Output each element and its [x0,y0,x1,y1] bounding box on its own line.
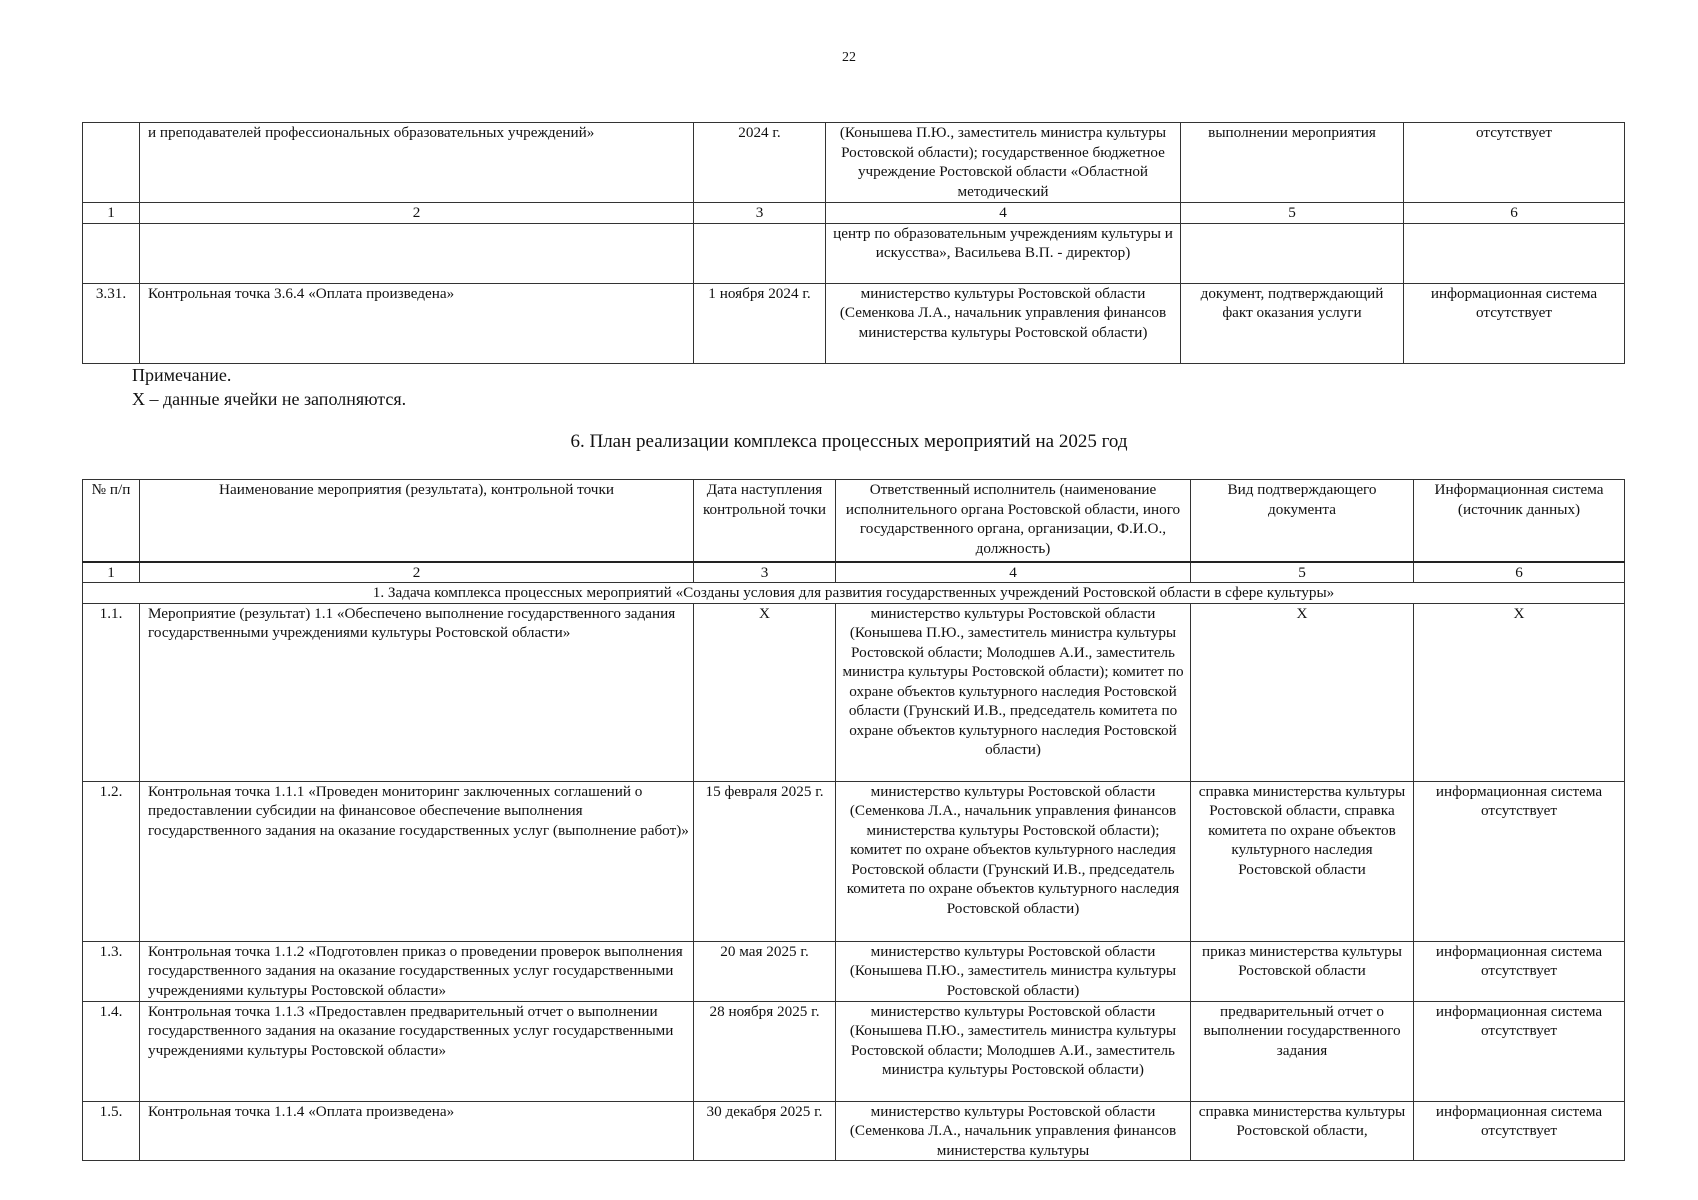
cell-num: 3.31. [83,283,140,363]
section-title: 6. План реализации комплекса процессных мероприятий на 2025 год [570,431,1128,452]
cell-doc: справка министерства культуры Ростовской области, [1191,1101,1414,1161]
header-name: Наименование мероприятия (результата), контрольной точки [140,480,694,562]
cell-executor: министерство культуры Ростовской области (Конышева П.Ю., заместитель министра культуры Ростовской области; Молодшев А.И., заместитель министра культуры Ростовской области) [836,1001,1191,1101]
note-text: Х – данные ячейки не заполняются. [132,389,407,409]
cell-num: 1.5. [83,1101,140,1161]
header-doc: Вид подтверждающего документа [1191,480,1414,562]
cell-name: и преподавателей профессиональных образовательных учреждений» [140,123,694,203]
cell-name: Контрольная точка 3.6.4 «Оплата произведена» [140,283,694,363]
cell-doc: приказ министерства культуры Ростовской области [1191,941,1414,1001]
cell-executor: министерство культуры Ростовской области (Семенкова Л.А., начальник управления финансов министерства культуры Ростовской области) [826,283,1181,363]
cell-date: 2024 г. [694,123,826,203]
cell-date: 15 февраля 2025 г. [694,781,836,941]
cell-date: Х [694,603,836,781]
cell-num: 1.2. [83,781,140,941]
cell-executor: министерство культуры Ростовской области (Семенкова Л.А., начальник управления финансов министерства культуры [836,1101,1191,1161]
col-number: 4 [836,562,1191,583]
section-row-text: 1. Задача комплекса процессных мероприятий «Созданы условия для развития государственных учреждений Ростовской области в сфере культуры» [83,583,1625,604]
cell-doc: документ, подтверждающий факт оказания услуги [1181,283,1404,363]
cell-system: информационная система отсутствует [1414,781,1625,941]
cell-executor: (Конышева П.Ю., заместитель министра культуры Ростовской области); государственное бюджетное учреждение Ростовской области «Областной методический [826,123,1181,203]
plan-table [82,479,1625,1161]
table-row [83,1101,1625,1161]
header-num: № п/п [83,480,140,562]
table-row [83,603,1625,781]
cell-num [83,223,140,283]
header-date: Дата наступления контрольной точки [694,480,836,562]
cell-system: информационная система отсутствует [1414,941,1625,1001]
cell-executor: министерство культуры Ростовской области (Конышева П.Ю., заместитель министра культуры Ростовской области; Молодшев А.И., заместитель министра культуры Ростовской области); комитет по охране объектов культурного наследия Ростовской области (Грунский И.В., председатель комитета по охране объектов культурного наследия Ростовской области) [836,603,1191,781]
cell-system: отсутствует [1404,123,1625,203]
cell-name: Контрольная точка 1.1.2 «Подготовлен приказ о проведении проверок выполнения государственного задания на оказание государственных услуг государственными учреждениями культуры Ростовской области» [140,941,694,1001]
table-row [83,1001,1625,1101]
col-number: 6 [1404,203,1625,224]
cell-system: информационная система отсутствует [1414,1001,1625,1101]
cell-date: 20 мая 2025 г. [694,941,836,1001]
cell-date: 1 ноября 2024 г. [694,283,826,363]
cell-num [83,123,140,203]
column-number-row [83,562,1625,583]
cell-name: Мероприятие (результат) 1.1 «Обеспечено выполнение государственного задания государственными учреждениями культуры Ростовской области» [140,603,694,781]
cell-doc: Х [1191,603,1414,781]
table-row [83,223,1625,283]
cell-name [140,223,694,283]
cell-executor: министерство культуры Ростовской области (Семенкова Л.А., начальник управления финансов министерства культуры Ростовской области); комитет по охране объектов культурного наследия Ростовской области (Грунский И.В., председатель комитета по охране объектов культурного наследия Ростовской области) [836,781,1191,941]
col-number: 5 [1181,203,1404,224]
table-row [83,781,1625,941]
header-system: Информационная система (источник данных) [1414,480,1625,562]
cell-name: Контрольная точка 1.1.4 «Оплата произведена» [140,1101,694,1161]
cell-num: 1.3. [83,941,140,1001]
col-number: 6 [1414,562,1625,583]
cell-date: 30 декабря 2025 г. [694,1101,836,1161]
note-title: Примечание. [132,365,232,385]
header-executor: Ответственный исполнитель (наименование исполнительного органа Ростовской области, иного государственного органа, организации, Ф.И.О., должность) [836,480,1191,562]
column-number-row [83,203,1625,224]
table-continuation [82,122,1625,364]
cell-executor: центр по образовательным учреждениям культуры и искусства», Васильева В.П. - директор) [826,223,1181,283]
table-row [83,123,1625,203]
note [132,363,406,411]
cell-num: 1.1. [83,603,140,781]
col-number: 3 [694,562,836,583]
col-number: 2 [140,203,694,224]
table-row [83,283,1625,363]
col-number: 3 [694,203,826,224]
col-number: 1 [83,203,140,224]
col-number: 4 [826,203,1181,224]
col-number: 1 [83,562,140,583]
cell-date [694,223,826,283]
cell-doc: выполнении мероприятия [1181,123,1404,203]
page-number: 22 [842,50,856,65]
table-row [83,941,1625,1001]
col-number: 2 [140,562,694,583]
cell-system: информационная система отсутствует [1404,283,1625,363]
section-row [83,583,1625,604]
cell-date: 28 ноября 2025 г. [694,1001,836,1101]
cell-executor: министерство культуры Ростовской области (Конышева П.Ю., заместитель министра культуры Ростовской области) [836,941,1191,1001]
cell-doc [1181,223,1404,283]
cell-name: Контрольная точка 1.1.1 «Проведен мониторинг заключенных соглашений о предоставлении субсидии на финансовое обеспечение выполнения государственного задания на оказание государственных услуг (выполнение работ)» [140,781,694,941]
cell-system [1404,223,1625,283]
cell-system: Х [1414,603,1625,781]
cell-name: Контрольная точка 1.1.3 «Предоставлен предварительный отчет о выполнении государственного задания на оказание государственных услуг государственными учреждениями культуры Ростовской области» [140,1001,694,1101]
cell-system: информационная система отсутствует [1414,1101,1625,1161]
col-number: 5 [1191,562,1414,583]
cell-num: 1.4. [83,1001,140,1101]
header-row [83,480,1625,562]
cell-doc: предварительный отчет о выполнении государственного задания [1191,1001,1414,1101]
cell-doc: справка министерства культуры Ростовской области, справка комитета по охране объектов культурного наследия Ростовской области [1191,781,1414,941]
